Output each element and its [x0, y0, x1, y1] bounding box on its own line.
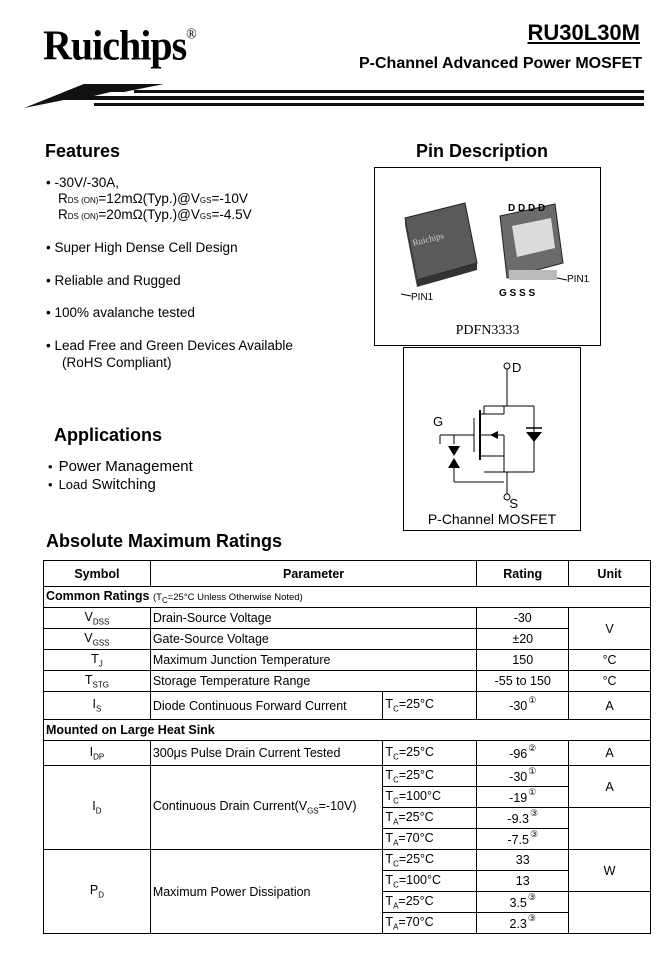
table-row: $I_{DP}$ 300μs Pulse Drain Current Tested $T_C=25^\circ C$ -96② A — [44, 741, 651, 766]
mosfet-symbol — [404, 348, 580, 508]
applications-title: Applications — [54, 425, 163, 445]
schematic-caption: P-Channel MOSFET — [427, 511, 557, 527]
table-row: $I_D$ Continuous Drain $Current(V_{GS}=-10V)$ $T_C=25^\circ C$ -30① A — [44, 766, 651, 787]
package-box — [374, 167, 601, 346]
table-row: $T_A=25^\circ C$ 3.5③ — [44, 892, 651, 913]
table-row: $T_A=70^\circ C$ -7.5③ — [44, 829, 651, 850]
col-unit: Unit — [569, 561, 651, 587]
col-symbol: Symbol — [44, 561, 151, 587]
heatsink-header: Mounted on Large Heat Sink — [44, 720, 651, 741]
pin1-right: PIN1 — [567, 274, 590, 285]
feature-rds-4v5: RDS (ON)=20mΩ(Typ.)@VGS=-4.5V — [58, 207, 252, 222]
gate-label: G — [433, 414, 444, 429]
feature-rds-10v: RDS (ON)=12mΩ(Typ.)@VGS=-10V — [58, 191, 248, 206]
table-row: $T_A=25^\circ C$ -9.3③ — [44, 808, 651, 829]
table-row: $T_A=70^\circ C$ 2.3③ — [44, 913, 651, 934]
bottom-pins-label: G S S S — [499, 288, 536, 299]
table-row: $P_D$ Maximum Power Dissipation $T_C=25^\circ C$ 33 W — [44, 850, 651, 871]
feature-item: • Super High Dense Cell Design — [46, 240, 238, 255]
table-row: $T_{STG}$ Storage Temperature Range -55 to 150 °C — [44, 671, 651, 692]
amr-title: Absolute Maximum Ratings — [46, 531, 283, 551]
table-header-row — [44, 561, 651, 587]
subtitle: P-Channel Advanced Power MOSFET — [358, 55, 642, 72]
col-parameter: Parameter — [150, 561, 477, 587]
top-pins-label: D D D D — [508, 203, 546, 214]
part-number: RU30L30M — [527, 20, 640, 45]
table-row: $V_{DSS}$ Drain-Source Voltage -30 V — [44, 608, 651, 629]
pin1-left: PIN1 — [411, 292, 434, 303]
feature-item: (RoHS Compliant) — [62, 355, 172, 370]
pin-description-title: Pin Description — [416, 141, 549, 161]
table-row: $I_S$ Diode Continuous Forward Current $T_C=25^\circ C$ -30① A — [44, 692, 651, 720]
feature-rating: • -30V/-30A, — [46, 175, 120, 190]
feature-item: • Lead Free and Green Devices Available — [46, 338, 293, 353]
table-row: $V_{GSS}$ Gate-Source Voltage ±20 — [44, 629, 651, 650]
package-drawing — [375, 168, 600, 318]
brand-logo: Ruichips® — [43, 21, 196, 70]
source-label: S — [509, 496, 518, 511]
package-name: PDFN3333 — [455, 323, 520, 338]
col-rating: Rating — [477, 561, 569, 587]
ratings-table — [43, 560, 651, 934]
feature-item: • 100% avalanche tested — [46, 305, 195, 320]
common-ratings-header: Common Ratings ($T_C=25^\circ C$ Unless Otherwise Noted) — [44, 587, 651, 608]
chip-mark: Ruichips — [411, 230, 445, 248]
table-row: $T_C=100^\circ C$ -19① — [44, 787, 651, 808]
table-row: $T_J$ Maximum Junction Temperature 150 °C — [44, 650, 651, 671]
schematic-box — [403, 347, 581, 531]
application-item: • Load Switching — [48, 476, 156, 493]
table-row: $T_C=100^\circ C$ 13 — [44, 871, 651, 892]
header-swoosh — [24, 78, 644, 114]
drain-label: D — [512, 360, 522, 375]
features-title: Features — [45, 141, 121, 161]
application-item: • Power Management — [48, 458, 193, 475]
feature-item: • Reliable and Rugged — [46, 273, 181, 288]
